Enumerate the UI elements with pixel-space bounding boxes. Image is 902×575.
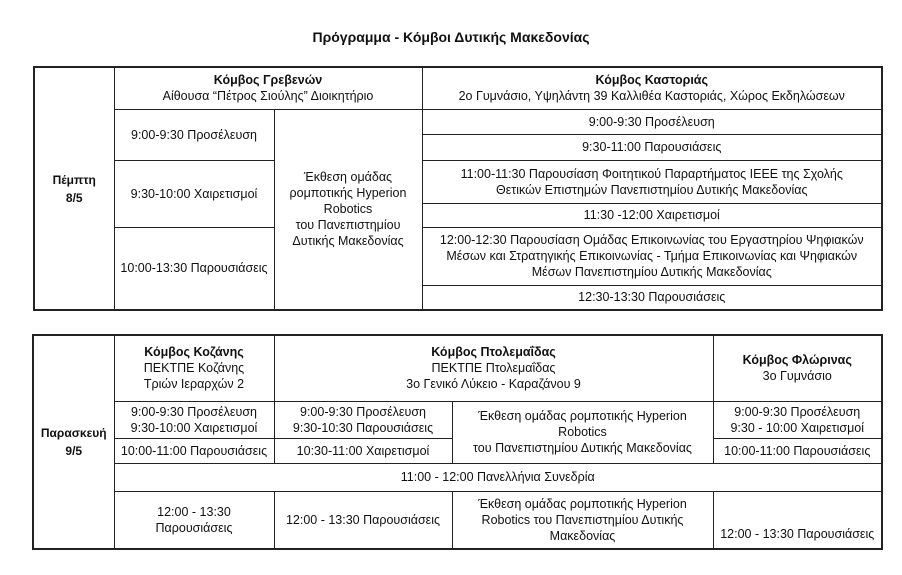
node-venue: Τριών Ιεραρχών 2 xyxy=(143,377,245,392)
schedule-cell: 10:00-11:00 Παρουσιάσεις xyxy=(713,438,882,463)
node-header-kozani xyxy=(114,335,274,401)
node-name: Κόμβος Πτολεμαΐδας xyxy=(431,345,556,360)
node-header-florina xyxy=(713,335,882,401)
day-date: 8/5 xyxy=(65,190,83,205)
schedule-cell: 9:30-10:00 Χαιρετισμοί xyxy=(114,160,274,227)
day-name: Παρασκευή xyxy=(40,426,107,440)
schedule-cell: 10:00-13:30 Παρουσιάσεις xyxy=(114,227,274,310)
schedule-cell: 11:00-11:30 Παρουσίαση Φοιτητικού Παραρτήματος IEEE της Σχολής Θετικών Επιστημών Πανεπιστημίου Δυτικής Μακεδονίας xyxy=(422,160,882,203)
page-title: Πρόγραμμα - Κόμβοι Δυτικής Μακεδονίας xyxy=(312,29,590,45)
exhibit-cell: Έκθεση ομάδας ρομποτικής Hyperion Robotics του Πανεπιστημίου Δυτικής Μακεδονίας xyxy=(274,109,422,310)
schedule-cell: 9:00-9:30 Προσέλευση 9:30-10:00 Χαιρετισμοί xyxy=(114,401,274,438)
schedule-cell: 11:30 -12:00 Χαιρετισμοί xyxy=(422,203,882,227)
schedule-cell: 12:00 - 13:30 Παρουσιάσεις xyxy=(114,491,274,549)
plenary-session-cell: 11:00 - 12:00 Πανελλήνια Συνεδρία xyxy=(114,463,882,491)
exhibit-cell: Έκθεση ομάδας ρομποτικής Hyperion Robotics του Πανεπιστημίου Δυτικής Μακεδονίας xyxy=(452,401,713,463)
day-name: Πέμπτη xyxy=(52,172,96,187)
schedule-cell: 12:00 - 13:30 Παρουσιάσεις xyxy=(274,491,452,549)
thursday-schedule-table xyxy=(33,66,883,311)
node-venue: 3ο Γενικό Λύκειο - Καραζάνου 9 xyxy=(406,377,581,392)
schedule-cell: 9:30-11:00 Παρουσιάσεις xyxy=(422,134,882,160)
day-cell-friday xyxy=(33,335,114,549)
schedule-cell: 10:30-11:00 Χαιρετισμοί xyxy=(274,438,452,463)
table-row xyxy=(33,335,882,401)
schedule-cell: 12:30-13:30 Παρουσιάσεις xyxy=(422,285,882,310)
schedule-cell: 9:00-9:30 Προσέλευση 9:30-10:30 Παρουσιάσεις xyxy=(274,401,452,438)
node-header-kastoria xyxy=(422,67,882,109)
table-row xyxy=(34,67,882,109)
day-cell-thursday xyxy=(34,67,114,310)
schedule-cell: 12:00-12:30 Παρουσίαση Ομάδας Επικοινωνίας του Εργαστηρίου Ψηφιακών Μέσων και Στρατηγικής Επικοινωνίας - Τμήμα Επικοινωνίας και Ψηφιακών Μέσων Πανεπιστημίου Δυτικής Μακεδονίας xyxy=(422,227,882,285)
node-name: Κόμβος Καστοριάς xyxy=(595,73,708,88)
day-date: 9/5 xyxy=(65,444,83,458)
friday-schedule-table xyxy=(32,334,883,550)
node-venue: Αίθουσα “Πέτρος Σιούλης” Διοικητήριο xyxy=(162,89,374,104)
table-row xyxy=(33,463,882,491)
table-row xyxy=(34,160,882,203)
table-row xyxy=(33,401,882,438)
node-header-ptolemaida xyxy=(274,335,713,401)
node-venue: 3ο Γυμνάσιο xyxy=(762,369,832,384)
node-name: Κόμβος Φλώρινας xyxy=(742,353,852,368)
schedule-cell: 9:00-9:30 Προσέλευση xyxy=(114,109,274,160)
node-header-grevena xyxy=(114,67,422,109)
schedule-cell: 10:00-11:00 Παρουσιάσεις xyxy=(114,438,274,463)
exhibit-cell: Έκθεση ομάδας ρομποτικής Hyperion Robotics του Πανεπιστημίου Δυτικής Μακεδονίας xyxy=(452,491,713,549)
schedule-cell: 9:00-9:30 Προσέλευση xyxy=(422,109,882,134)
node-name: Κόμβος Κοζάνης xyxy=(144,345,244,360)
node-name: Κόμβος Γρεβενών xyxy=(213,73,323,88)
node-venue: 2ο Γυμνάσιο, Υψηλάντη 39 Καλλιθέα Καστοριάς, Χώρος Εκδηλώσεων xyxy=(458,89,845,104)
node-venue: ΠΕΚΤΠΕ Πτολεμαΐδας xyxy=(431,361,556,376)
table-row xyxy=(34,109,882,134)
table-row xyxy=(33,491,882,549)
schedule-cell: 12:00 - 13:30 Παρουσιάσεις xyxy=(713,491,882,549)
table-row xyxy=(34,227,882,285)
schedule-cell: 9:00-9:30 Προσέλευση 9:30 - 10:00 Χαιρετισμοί xyxy=(713,401,882,438)
node-venue: ΠΕΚΤΠΕ Κοζάνης xyxy=(143,361,245,376)
